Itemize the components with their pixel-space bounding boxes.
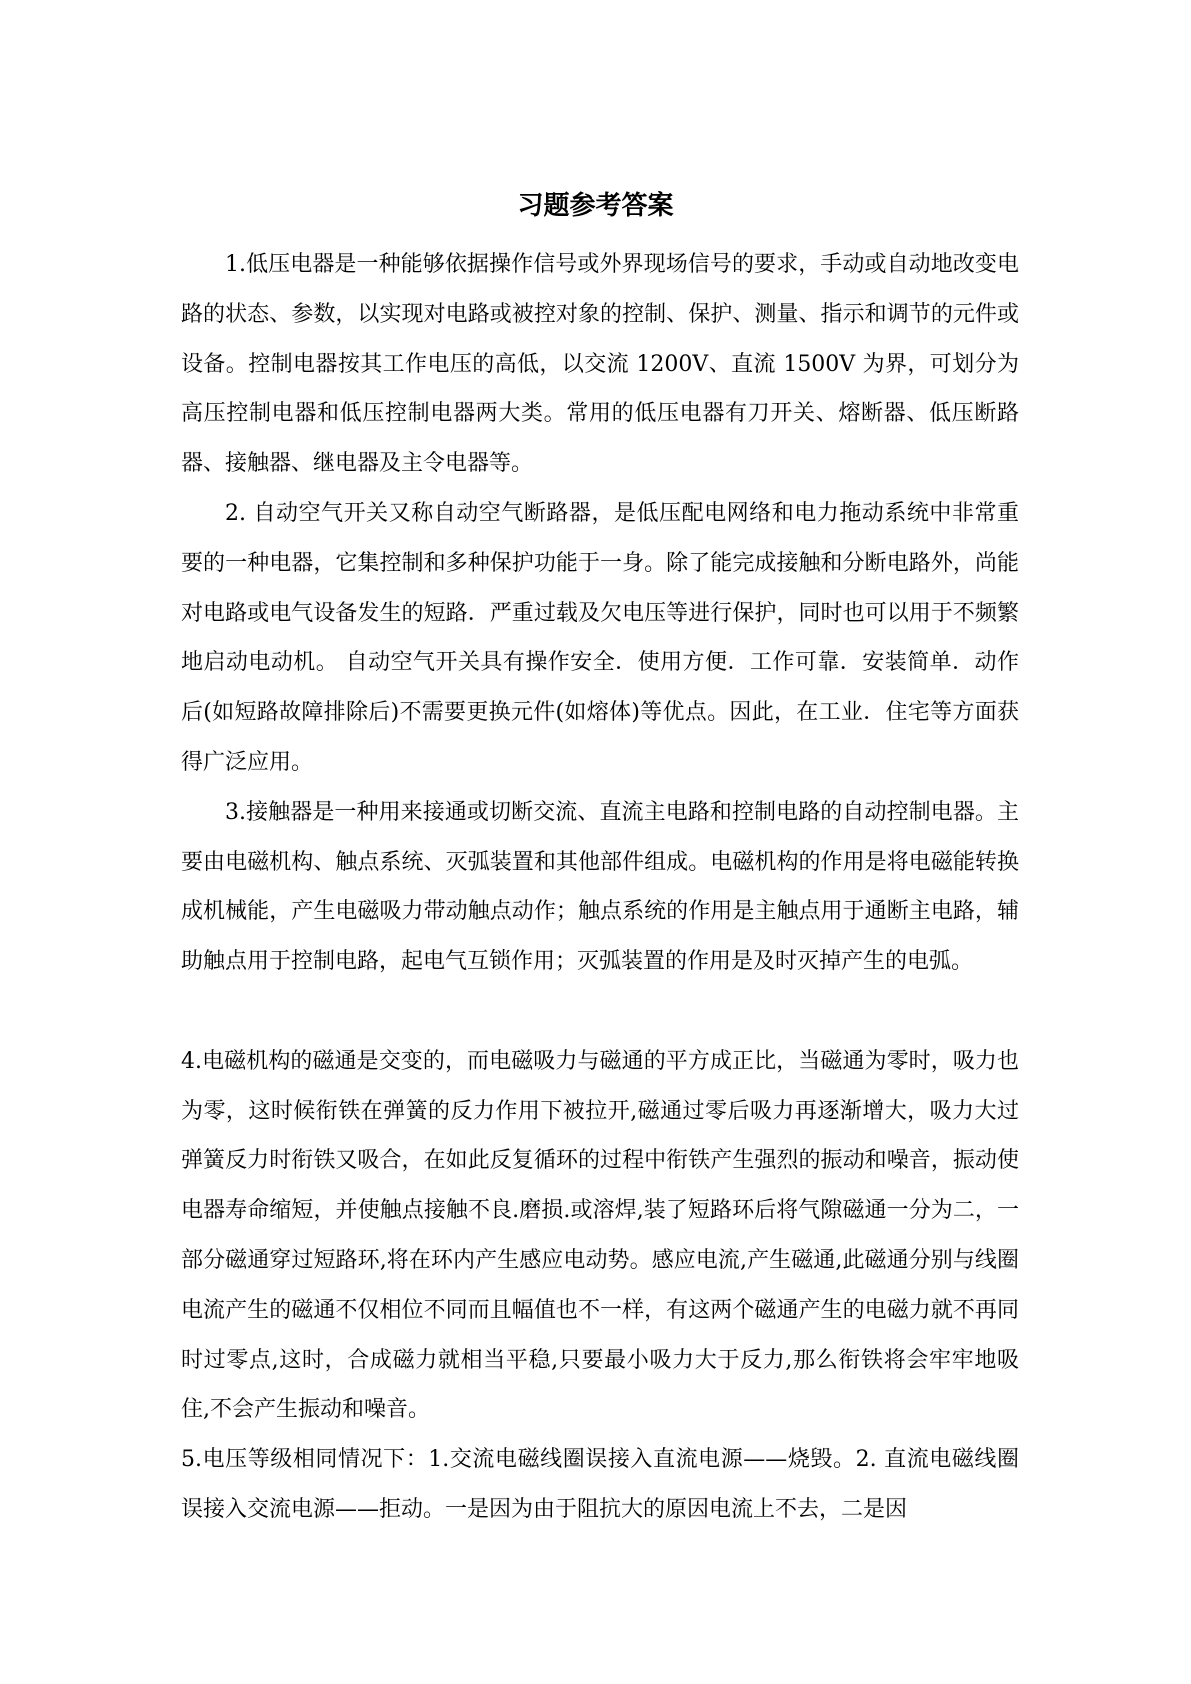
answer-paragraph-4: 4.电磁机构的磁通是交变的，而电磁吸力与磁通的平方成正比，当磁通为零时，吸力也为零，这时候衔铁在弹簧的反力作用下被拉开,磁通过零后吸力再逐渐增大，吸力大过弹簧反力时衔铁又吸合，在如此反复循环的过程中衔铁产生强烈的振动和噪音，振动使电器寿命缩短，并使触点接触不良.磨损.或溶焊,装了短路环后将气隙磁通一分为二，一部分磁通穿过短路环,将在环内产生感应电动势。感应电流,产生磁通,此磁通分别与线圈电流产生的磁通不仅相位不同而且幅值也不一样，有这两个磁通产生的电磁力就不再同时过零点,这时，合成磁力就相当平稳,只要最小吸力大于反力,那么衔铁将会牢牢地吸住,不会产生振动和噪音。 — [181, 1048, 1019, 1423]
answer-paragraph-1: 1.低压电器是一种能够依据操作信号或外界现场信号的要求，手动或自动地改变电路的状态、参数，以实现对电路或被控对象的控制、保护、测量、指示和调节的元件或设备。控制电器按其工作电压的高低，以交流 1200V、直流 1500V 为界，可划分为高压控制电器和低压控制电器两大类。常用的低压电器有刀开关、熔断器、低压断路器、接触器、继电器及主令电器等。 — [181, 252, 1019, 477]
document-body — [181, 240, 1019, 1535]
answer-paragraph-2: 2. 自动空气开关又称自动空气断路器，是低压配电网络和电力拖动系统中非常重要的一种电器，它集控制和多种保护功能于一身。除了能完成接触和分断电路外，尚能对电路或电气设备发生的短路．严重过载及欠电压等进行保护，同时也可以用于不频繁地启动电动机。 自动空气开关具有操作安全．使用方便．工作可靠．安装简单．动作后(如短路故障排除后)不需要更换元件(如熔体)等优点。因此，在工业．住宅等方面获得广泛应用。 — [181, 500, 1019, 775]
page-title: 习题参考答案 — [517, 191, 674, 221]
answer-paragraph-5: 5.电压等级相同情况下：1.交流电磁线圈误接入直流电源——烧毁。2. 直流电磁线圈误接入交流电源——拒动。一是因为由于阻抗大的原因电流上不去，二是因 — [181, 1447, 1019, 1522]
answer-paragraph-3: 3.接触器是一种用来接通或切断交流、直流主电路和控制电路的自动控制电器。主要由电磁机构、触点系统、灭弧装置和其他部件组成。电磁机构的作用是将电磁能转换成机械能，产生电磁吸力带动触点动作；触点系统的作用是主触点用于通断主电路，辅助触点用于控制电路，起电气互锁作用；灭弧装置的作用是及时灭掉产生的电弧。 — [181, 799, 1019, 975]
